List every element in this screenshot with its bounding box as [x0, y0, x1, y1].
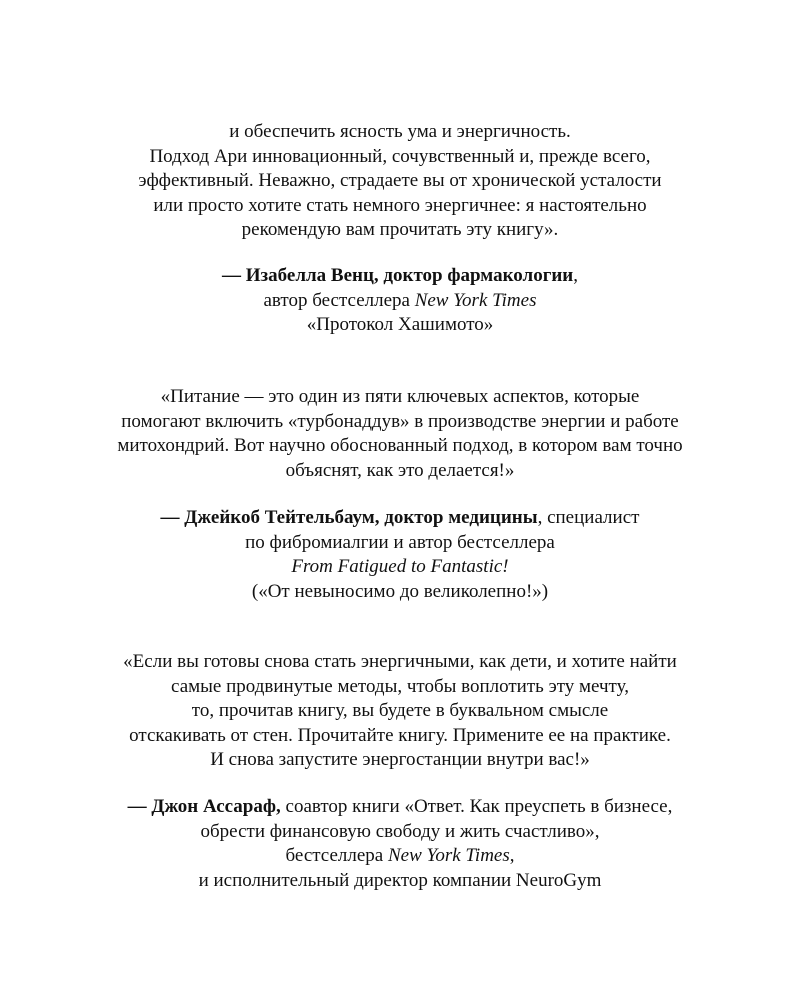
quote-line: помогают включить «турбонаддув» в производстве энергии и работе: [121, 410, 679, 432]
attribution-text: автор бестселлера: [263, 289, 415, 311]
attribution-text: ,: [509, 845, 515, 866]
attribution-text: , специалист: [537, 507, 640, 528]
attribution-3: [0, 795, 800, 893]
attribution-name: — Джон Ассараф,: [127, 796, 281, 817]
attribution-text: соавтор книги «Ответ. Как преуспеть в бизнесе,: [280, 796, 673, 817]
attribution-2: [0, 506, 800, 604]
quote-line: эффективный. Неважно, страдаете вы от хронической усталости: [138, 170, 662, 191]
attribution-name: — Джейкоб Тейтельбаум, доктор медицины: [160, 507, 538, 528]
attribution-line: [0, 844, 800, 869]
attribution-name: — Изабелла Венц, доктор фармакологии: [222, 265, 574, 286]
quote-line: Подход Ари инновационный, сочувственный и, прежде всего,: [149, 145, 651, 167]
quote-line: то, прочитав книгу, вы будете в буквальном смысле: [191, 700, 609, 721]
publication-title: New York Times: [414, 289, 537, 311]
book-title-translation: («От невыносимо до великолепно!»): [251, 580, 549, 602]
attribution-line: по фибромиалгии и автор бестселлера: [245, 531, 555, 553]
attribution-line: [0, 506, 800, 531]
quote-2: [0, 385, 800, 483]
book-title: «Протокол Хашимото»: [306, 314, 494, 335]
quote-line: митохондрий. Вот научно обоснованный подход, в котором вам точно: [117, 435, 683, 456]
attribution-line: [0, 264, 800, 289]
book-title-original: From Fatigued to Fantastic!: [291, 556, 509, 577]
quote-line: и обеспечить ясность ума и энергичность.: [229, 121, 571, 142]
quote-line: или просто хотите стать немного энергичнее: я настоятельно: [153, 194, 647, 216]
quote-line: объяснят, как это делается!»: [285, 459, 515, 481]
attribution-line: [0, 795, 800, 820]
quote-line: отскакивать от стен. Прочитайте книгу. Примените ее на практике.: [129, 724, 671, 746]
quote-line: «Питание — это один из пяти ключевых аспектов, которые: [160, 386, 640, 407]
attribution-text: ,: [573, 265, 578, 286]
quote-1: [0, 120, 800, 243]
attribution-text: бестселлера: [285, 845, 388, 866]
quote-line: И снова запустите энергостанции внутри вас!»: [210, 749, 590, 770]
quote-line: самые продвинутые методы, чтобы воплотить эту мечту,: [171, 675, 629, 697]
attribution-line: и исполнительный директор компании NeuroGym: [198, 869, 602, 891]
attribution-1: [0, 264, 800, 338]
publication-title: New York Times: [387, 845, 510, 866]
attribution-line: [0, 289, 800, 314]
quote-line: «Если вы готовы снова стать энергичными, как дети, и хотите найти: [123, 651, 677, 672]
attribution-line: [0, 555, 800, 580]
quote-3: [0, 650, 800, 773]
quote-line: рекомендую вам прочитать эту книгу».: [241, 219, 559, 240]
attribution-line: обрести финансовую свободу и жить счастливо»,: [200, 820, 600, 842]
